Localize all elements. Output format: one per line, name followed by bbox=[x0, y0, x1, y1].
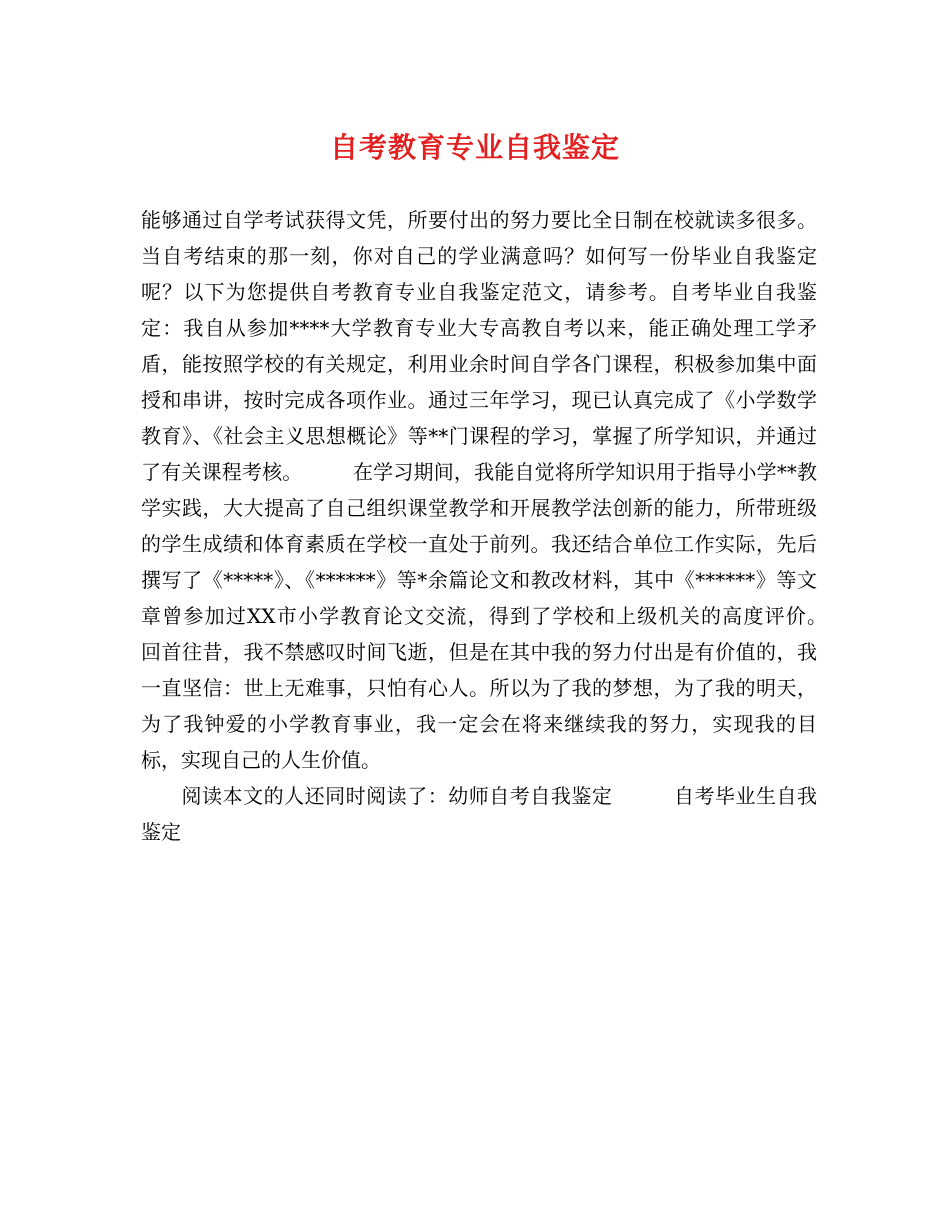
main-paragraph: 能够通过自学考试获得文凭，所要付出的努力要比全日制在校就读多很多。当自考结束的那一刻，你对自己的学业满意吗？如何写一份毕业自我鉴定呢？以下为您提供自考教育专业自我鉴定范文，请参考。自考毕业自我鉴定：我自从参加****大学教育专业大专高教自考以来，能正确处理工学矛盾，能按照学校的有关规定，利用业余时间自学各门课程，积极参加集中面授和串讲，按时完成各项作业。通过三年学习，现已认真完成了《小学数学教育》、《社会主义思想概论》等**门课程的学习，掌握了所学知识，并通过了有关课程考核。 在学习期间，我能自觉将所学知识用于指导小学**教学实践，大大提高了自己组织课堂教学和开展教学法创新的能力，所带班级的学生成绩和体育素质在学校一直处于前列。我还结合单位工作实际，先后撰写了《*****》、《******》等*余篇论文和教改材料，其中《******》等文章曾参加过XX市小学教育论文交流，得到了学校和上级机关的高度评价。 回首往昔，我不禁感叹时间飞逝，但是在其中我的努力付出是有价值的，我一直坚信：世上无难事，只怕有心人。所以为了我的梦想，为了我的明天，为了我钟爱的小学教育事业，我一定会在将来继续我的努力，实现我的目标，实现自己的人生价值。 bbox=[141, 208, 877, 772]
related-link-1[interactable]: 幼师自考自我鉴定 bbox=[448, 784, 613, 808]
related-link-2[interactable]: 自考毕业生自我鉴定 bbox=[141, 784, 818, 844]
document-title: 自考教育专业自我鉴定 bbox=[329, 131, 620, 164]
document-body bbox=[141, 202, 877, 850]
related-spacer bbox=[612, 784, 674, 808]
related-label: 阅读本文的人还同时阅读了： bbox=[181, 784, 449, 808]
related-reading bbox=[141, 778, 817, 850]
